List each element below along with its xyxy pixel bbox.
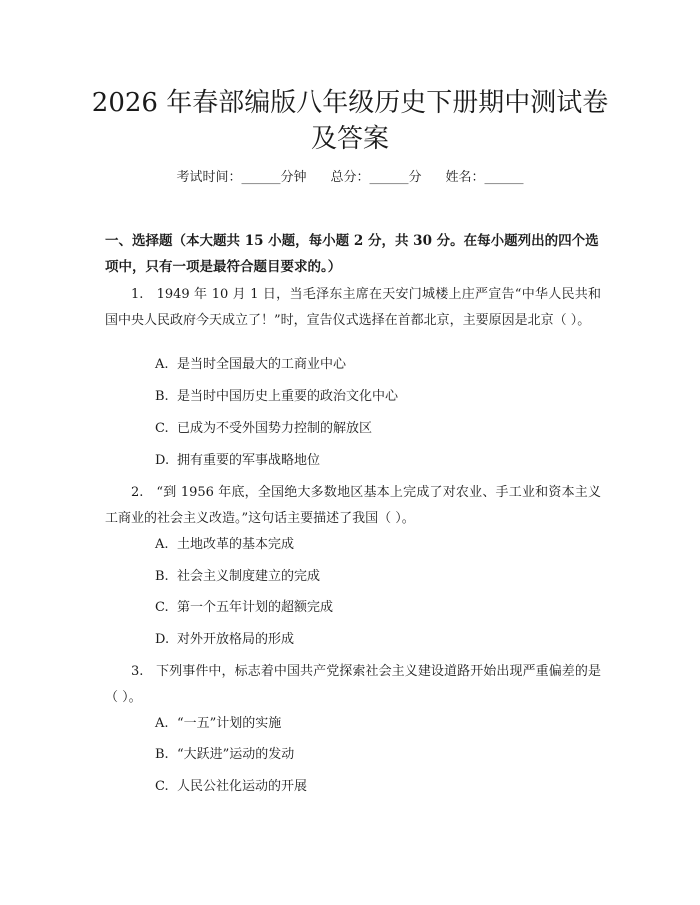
question-number: 1. — [131, 287, 144, 302]
option-2a: A. 土地改革的基本完成 — [155, 537, 295, 552]
question-number: 2. — [131, 485, 144, 500]
option-1a: A. 是当时全国最大的工商业中心 — [155, 357, 347, 372]
option-1b: B. 是当时中国历史上重要的政治文化中心 — [155, 389, 399, 404]
page-title-line1: 2026 年春部编版八年级历史下册期中测试卷 — [91, 88, 609, 118]
question-stem: 下列事件中，标志着中国共产党探索社会主义建设道路开始出现严重偏差的是（ ）。 — [105, 664, 601, 705]
option-3b: B. “大跃进”运动的发动 — [155, 747, 295, 762]
option-3c: C. 人民公社化运动的开展 — [155, 779, 308, 794]
option-2b: B. 社会主义制度建立的完成 — [155, 569, 321, 584]
page-title-line2: 及答案 — [310, 124, 389, 154]
question-2 — [105, 480, 601, 532]
option-2d: D. 对外开放格局的形成 — [155, 632, 295, 647]
option-2c: C. 第一个五年计划的超额完成 — [155, 600, 334, 615]
question-1 — [105, 282, 601, 334]
question-stem: 1949 年 10 月 1 日，当毛泽东主席在天安门城楼上庄严宣告“中华人民共和国中央人民政府今天成立了！”时，宣告仪式选择在首都北京，主要原因是北京（ ）。 — [105, 287, 601, 328]
option-3a: A. “一五”计划的实施 — [155, 716, 282, 731]
question-stem: “到 1956 年底，全国绝大多数地区基本上完成了对农业、手工业和资本主义工商业的社会主义改造。”这句话主要描述了我国（ ）。 — [105, 485, 601, 526]
option-1d: D. 拥有重要的军事战略地位 — [155, 453, 321, 468]
section-heading: 一、选择题（本大题共 15 小题，每小题 2 分，共 30 分。在每小题列出的四个选项中，只有一项是最符合题目要求的。） — [105, 233, 599, 275]
total-score-field: 总分：______分 — [330, 170, 422, 185]
name-field: 姓名：______ — [445, 170, 524, 185]
question-3 — [105, 659, 601, 711]
exam-time-field: 考试时间：______分钟 — [176, 170, 307, 185]
question-number: 3. — [131, 664, 144, 679]
exam-info-row — [0, 168, 700, 188]
option-1c: C. 已成为不受外国势力控制的解放区 — [155, 421, 373, 436]
